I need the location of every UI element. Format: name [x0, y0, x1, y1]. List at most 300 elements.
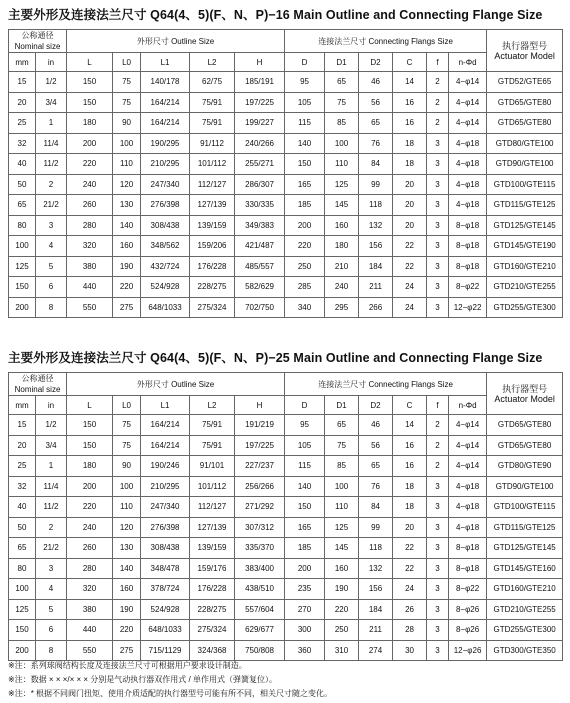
table-cell: 310 — [325, 640, 359, 661]
table-cell: 240 — [67, 517, 113, 538]
table-cell: 220 — [67, 497, 113, 518]
table-cell: 11/2 — [36, 154, 67, 175]
table-cell: 14 — [393, 415, 427, 436]
table-cell: 550 — [67, 640, 113, 661]
table-row — [9, 195, 563, 216]
actuator-model-header: 执行器型号 Actuator Model — [487, 373, 563, 415]
table-cell: 432/724 — [141, 256, 190, 277]
table-cell: 228/275 — [190, 599, 235, 620]
table-cell: 21/2 — [36, 538, 67, 559]
table-row — [9, 236, 563, 257]
table-row — [9, 456, 563, 477]
table-cell: 28 — [393, 620, 427, 641]
table-cell: GTD65/GTE80 — [487, 113, 563, 134]
table-cell: 648/1033 — [141, 297, 190, 318]
table-cell: 91/112 — [190, 133, 235, 154]
table-cell: 4−φ18 — [449, 195, 487, 216]
table-row — [9, 599, 563, 620]
table-cell: 6 — [36, 620, 67, 641]
table-cell: 26 — [393, 599, 427, 620]
table-row — [9, 558, 563, 579]
table-cell: 3 — [427, 277, 449, 298]
table-row — [9, 415, 563, 436]
table-cell: 140 — [285, 133, 325, 154]
table-cell: 156 — [359, 579, 393, 600]
table-cell: 100 — [9, 236, 36, 257]
table-cell: 75 — [113, 92, 141, 113]
table-cell: 8 — [36, 297, 67, 318]
table-cell: GTD145/GTE190 — [487, 236, 563, 257]
table-cell: 159/206 — [190, 236, 235, 257]
table-cell: 200 — [67, 476, 113, 497]
table-cell: 140 — [113, 558, 141, 579]
table-cell: 185/191 — [235, 72, 285, 93]
footnote: ※注：数据 × × ×/× × × 分别是气动执行器双作用式 / 单作用式（弹簧复位）。 — [8, 675, 277, 684]
table-cell: 46 — [359, 72, 393, 93]
table-cell: 65 — [9, 195, 36, 216]
col-f: f — [427, 53, 449, 72]
table-cell: 105 — [285, 92, 325, 113]
table-cell: 76 — [359, 133, 393, 154]
col-mm: mm — [9, 53, 36, 72]
table-cell: 150 — [285, 497, 325, 518]
table-cell: 3 — [427, 256, 449, 277]
table-cell: 85 — [325, 113, 359, 134]
table-row — [9, 620, 563, 641]
table-cell: 4−φ18 — [449, 497, 487, 518]
table-cell: 184 — [359, 599, 393, 620]
table-cell: 199/227 — [235, 113, 285, 134]
table-row — [9, 435, 563, 456]
outline-size-header: 外形尺寸 Outline Size — [67, 30, 285, 53]
col-H: H — [235, 53, 285, 72]
table-cell: 164/214 — [141, 435, 190, 456]
col-D1: D1 — [325, 396, 359, 415]
table-cell: 524/928 — [141, 599, 190, 620]
table-cell: 648/1033 — [141, 620, 190, 641]
table-cell: 4−φ14 — [449, 435, 487, 456]
table-cell: 65 — [325, 415, 359, 436]
col-D: D — [285, 396, 325, 415]
table-cell: 125 — [325, 517, 359, 538]
table-cell: 250 — [325, 620, 359, 641]
table-cell: 75/91 — [190, 92, 235, 113]
table-cell: 200 — [285, 558, 325, 579]
table-row — [9, 277, 563, 298]
table-cell: 24 — [393, 579, 427, 600]
table-cell: 421/487 — [235, 236, 285, 257]
table-cell: 250 — [285, 256, 325, 277]
table-cell: 330/335 — [235, 195, 285, 216]
table-cell: 76 — [359, 476, 393, 497]
table-cell: 270 — [285, 599, 325, 620]
table-cell: 105 — [285, 435, 325, 456]
table-cell: 84 — [359, 154, 393, 175]
table-cell: 200 — [9, 640, 36, 661]
table-cell: 115 — [285, 456, 325, 477]
table-cell: 75/91 — [190, 113, 235, 134]
table-cell: 127/139 — [190, 517, 235, 538]
table-row — [9, 517, 563, 538]
table-cell: 3/4 — [36, 435, 67, 456]
table-cell: 320 — [67, 579, 113, 600]
table-cell: 100 — [113, 476, 141, 497]
table-cell: 20 — [393, 174, 427, 195]
table-cell: 8 — [36, 640, 67, 661]
table-cell: 247/340 — [141, 174, 190, 195]
table-cell: 176/228 — [190, 256, 235, 277]
table-title: 主要外形及连接法兰尺寸 Q64(4、5)(F、N、P)−16 Main Outline and Connecting Flange Size — [8, 8, 543, 22]
table-cell: 20 — [393, 517, 427, 538]
table-cell: 22 — [393, 236, 427, 257]
table-cell: 75 — [325, 435, 359, 456]
flange-size-header: 连接法兰尺寸 Connecting Flangs Size — [285, 30, 487, 53]
table-cell: 335/370 — [235, 538, 285, 559]
table-cell: 3 — [427, 538, 449, 559]
table-section-pn16 — [8, 6, 562, 318]
table-cell: 11/2 — [36, 497, 67, 518]
table-cell: 8−φ18 — [449, 256, 487, 277]
table-cell: 256/266 — [235, 476, 285, 497]
table-cell: GTD115/GTE125 — [487, 517, 563, 538]
table-cell: 3 — [36, 215, 67, 236]
table-cell: 4−φ14 — [449, 92, 487, 113]
table-row — [9, 154, 563, 175]
table-cell: 4−φ18 — [449, 154, 487, 175]
table-cell: 348/478 — [141, 558, 190, 579]
table-cell: GTD100/GTE115 — [487, 174, 563, 195]
table-cell: 4 — [36, 579, 67, 600]
table-cell: 3 — [427, 215, 449, 236]
table-cell: 4−φ14 — [449, 72, 487, 93]
table-cell: 101/112 — [190, 154, 235, 175]
table-cell: 25 — [9, 456, 36, 477]
table-cell: GTD90/GTE100 — [487, 476, 563, 497]
table-cell: 85 — [325, 456, 359, 477]
table-cell: 266 — [359, 297, 393, 318]
table-cell: 160 — [325, 215, 359, 236]
table-cell: 160 — [113, 236, 141, 257]
col-L1: L1 — [141, 396, 190, 415]
table-cell: GTD90/GTE100 — [487, 154, 563, 175]
table-cell: 191/219 — [235, 415, 285, 436]
table-cell: 3 — [427, 236, 449, 257]
table-cell: 75/91 — [190, 415, 235, 436]
table-cell: 150 — [285, 154, 325, 175]
table-cell: 18 — [393, 154, 427, 175]
table-cell: 65 — [325, 72, 359, 93]
table-cell: 324/368 — [190, 640, 235, 661]
table-cell: 4 — [36, 236, 67, 257]
table-cell: 702/750 — [235, 297, 285, 318]
table-cell: 582/629 — [235, 277, 285, 298]
col-L2: L2 — [190, 396, 235, 415]
table-cell: 5 — [36, 599, 67, 620]
table-cell: GTD160/GTE210 — [487, 256, 563, 277]
table-cell: 130 — [113, 538, 141, 559]
table-cell: 2 — [427, 92, 449, 113]
table-cell: 46 — [359, 415, 393, 436]
table-row — [9, 92, 563, 113]
table-cell: 180 — [67, 113, 113, 134]
col-mm: mm — [9, 396, 36, 415]
table-cell: 80 — [9, 215, 36, 236]
flange-size-header: 连接法兰尺寸 Connecting Flangs Size — [285, 373, 487, 396]
table-cell: 1 — [36, 113, 67, 134]
table-cell: GTD100/GTE115 — [487, 497, 563, 518]
table-cell: 3 — [427, 599, 449, 620]
col-L0: L0 — [113, 53, 141, 72]
table-cell: 184 — [359, 256, 393, 277]
table-cell: 3 — [427, 640, 449, 661]
table-cell: 348/562 — [141, 236, 190, 257]
table-cell: 300 — [285, 620, 325, 641]
table-cell: 120 — [113, 174, 141, 195]
table-cell: 11/4 — [36, 476, 67, 497]
table-cell: 95 — [285, 415, 325, 436]
table-cell: 118 — [359, 195, 393, 216]
table-row — [9, 174, 563, 195]
col-L0: L0 — [113, 396, 141, 415]
table-cell: 22 — [393, 558, 427, 579]
table-row — [9, 538, 563, 559]
table-cell: GTD65/GTE80 — [487, 415, 563, 436]
table-cell: 62/75 — [190, 72, 235, 93]
table-cell: 16 — [393, 113, 427, 134]
table-cell: 2 — [427, 435, 449, 456]
col-in: in — [36, 53, 67, 72]
table-cell: 40 — [9, 497, 36, 518]
table-cell: 90 — [113, 113, 141, 134]
table-title: 主要外形及连接法兰尺寸 Q64(4、5)(F、N、P)−25 Main Outline and Connecting Flange Size — [8, 351, 543, 365]
col-L1: L1 — [141, 53, 190, 72]
table-cell: 50 — [9, 174, 36, 195]
table-cell: 2 — [427, 456, 449, 477]
table-cell: 80 — [9, 558, 36, 579]
table-cell: 22 — [393, 256, 427, 277]
table-cell: 12−φ26 — [449, 640, 487, 661]
table-cell: 220 — [113, 620, 141, 641]
table-cell: 75 — [113, 72, 141, 93]
table-cell: 5 — [36, 256, 67, 277]
col-L: L — [67, 396, 113, 415]
table-cell: 65 — [359, 456, 393, 477]
col-L2: L2 — [190, 53, 235, 72]
table-cell: 440 — [67, 277, 113, 298]
table-cell: 75 — [113, 435, 141, 456]
table-cell: 260 — [67, 538, 113, 559]
table-cell: 260 — [67, 195, 113, 216]
table-cell: 118 — [359, 538, 393, 559]
table-cell: 125 — [325, 174, 359, 195]
table-cell: 32 — [9, 133, 36, 154]
table-cell: 20 — [393, 215, 427, 236]
table-cell: 255/271 — [235, 154, 285, 175]
table-cell: 8−φ18 — [449, 215, 487, 236]
table-cell: 32 — [9, 476, 36, 497]
table-cell: 3 — [36, 558, 67, 579]
table-cell: GTD255/GTE300 — [487, 297, 563, 318]
nominal-size-header: 公称通径 Nominal size — [9, 30, 67, 53]
table-cell: 275 — [113, 297, 141, 318]
col-f: f — [427, 396, 449, 415]
table-cell: 197/225 — [235, 92, 285, 113]
table-row — [9, 497, 563, 518]
table-cell: 200 — [285, 215, 325, 236]
table-cell: 4−φ18 — [449, 174, 487, 195]
col-H: H — [235, 396, 285, 415]
table-cell: 11/4 — [36, 133, 67, 154]
table-row — [9, 476, 563, 497]
table-cell: 21/2 — [36, 195, 67, 216]
table-cell: GTD115/GTE125 — [487, 195, 563, 216]
col-D1: D1 — [325, 53, 359, 72]
table-cell: 18 — [393, 133, 427, 154]
table-cell: 378/724 — [141, 579, 190, 600]
table-cell: 308/438 — [141, 538, 190, 559]
table-cell: GTD80/GTE100 — [487, 133, 563, 154]
table-cell: 115 — [285, 113, 325, 134]
table-row — [9, 640, 563, 661]
table-cell: GTD125/GTE145 — [487, 538, 563, 559]
table-cell: GTD65/GTE80 — [487, 92, 563, 113]
table-cell: 150 — [67, 415, 113, 436]
table-cell: 3 — [427, 620, 449, 641]
table-cell: 1 — [36, 456, 67, 477]
table-cell: 190/295 — [141, 133, 190, 154]
col-D2: D2 — [359, 53, 393, 72]
table-section-pn25 — [8, 349, 562, 661]
table-cell: 165 — [285, 517, 325, 538]
table-cell: 320 — [67, 236, 113, 257]
table-cell: 22 — [393, 538, 427, 559]
table-row — [9, 579, 563, 600]
table-cell: 84 — [359, 497, 393, 518]
table-cell: 210/295 — [141, 154, 190, 175]
table-cell: 25 — [9, 113, 36, 134]
table-cell: GTD255/GTE300 — [487, 620, 563, 641]
table-cell: 235 — [285, 579, 325, 600]
table-cell: 2 — [427, 113, 449, 134]
table-cell: 176/228 — [190, 579, 235, 600]
table-cell: 127/139 — [190, 195, 235, 216]
table-cell: 2 — [427, 415, 449, 436]
table-cell: 95 — [285, 72, 325, 93]
table-cell: 349/383 — [235, 215, 285, 236]
dimension-table — [8, 372, 563, 661]
table-cell: 220 — [67, 154, 113, 175]
table-cell: 110 — [113, 497, 141, 518]
col-in: in — [36, 396, 67, 415]
table-cell: 16 — [393, 435, 427, 456]
table-cell: 91/101 — [190, 456, 235, 477]
table-cell: 240/266 — [235, 133, 285, 154]
outline-size-header: 外形尺寸 Outline Size — [67, 373, 285, 396]
table-cell: 750/808 — [235, 640, 285, 661]
table-cell: 190 — [113, 256, 141, 277]
table-cell: 2 — [36, 174, 67, 195]
col-C: C — [393, 396, 427, 415]
col-C: C — [393, 53, 427, 72]
table-cell: 340 — [285, 297, 325, 318]
table-cell: 307/312 — [235, 517, 285, 538]
table-cell: 160 — [325, 558, 359, 579]
table-cell: 550 — [67, 297, 113, 318]
table-row — [9, 72, 563, 93]
table-cell: 150 — [9, 277, 36, 298]
table-cell: 180 — [325, 236, 359, 257]
table-cell: GTD210/GTE255 — [487, 599, 563, 620]
table-cell: 275/324 — [190, 297, 235, 318]
table-cell: 211 — [359, 277, 393, 298]
table-cell: 1/2 — [36, 72, 67, 93]
table-cell: 8−φ22 — [449, 579, 487, 600]
table-cell: 485/557 — [235, 256, 285, 277]
table-cell: 3 — [427, 497, 449, 518]
table-cell: 276/398 — [141, 517, 190, 538]
table-cell: 276/398 — [141, 195, 190, 216]
table-cell: 4−φ14 — [449, 415, 487, 436]
table-cell: 110 — [325, 497, 359, 518]
table-cell: 20 — [9, 435, 36, 456]
table-row — [9, 133, 563, 154]
table-cell: 285 — [285, 277, 325, 298]
table-row — [9, 297, 563, 318]
table-cell: 24 — [393, 277, 427, 298]
table-cell: 3 — [427, 174, 449, 195]
table-cell: 3 — [427, 133, 449, 154]
table-cell: 220 — [285, 236, 325, 257]
table-cell: 20 — [393, 195, 427, 216]
table-cell: 2 — [36, 517, 67, 538]
table-cell: 150 — [9, 620, 36, 641]
table-cell: 8−φ18 — [449, 538, 487, 559]
table-cell: 75 — [325, 92, 359, 113]
table-cell: 2 — [427, 72, 449, 93]
table-cell: 308/438 — [141, 215, 190, 236]
table-cell: 40 — [9, 154, 36, 175]
table-cell: 15 — [9, 415, 36, 436]
table-cell: GTD145/GTE160 — [487, 558, 563, 579]
table-row — [9, 256, 563, 277]
table-cell: 159/176 — [190, 558, 235, 579]
table-cell: 210/295 — [141, 476, 190, 497]
table-cell: 112/127 — [190, 497, 235, 518]
table-cell: 280 — [67, 215, 113, 236]
table-cell: 211 — [359, 620, 393, 641]
table-cell: GTD65/GTE80 — [487, 435, 563, 456]
table-cell: 190 — [113, 599, 141, 620]
table-cell: 380 — [67, 599, 113, 620]
table-cell: 140 — [113, 215, 141, 236]
table-cell: 557/604 — [235, 599, 285, 620]
table-cell: 275/324 — [190, 620, 235, 641]
table-cell: 197/225 — [235, 435, 285, 456]
table-cell: 247/340 — [141, 497, 190, 518]
table-cell: 24 — [393, 297, 427, 318]
table-cell: 150 — [67, 435, 113, 456]
table-cell: 438/510 — [235, 579, 285, 600]
table-cell: 210 — [325, 256, 359, 277]
table-cell: 132 — [359, 215, 393, 236]
nominal-size-header: 公称通径 Nominal size — [9, 373, 67, 396]
table-cell: 4−φ18 — [449, 133, 487, 154]
table-cell: 220 — [113, 277, 141, 298]
table-cell: 180 — [67, 456, 113, 477]
table-cell: 99 — [359, 174, 393, 195]
table-cell: 3 — [427, 558, 449, 579]
table-cell: 200 — [67, 133, 113, 154]
